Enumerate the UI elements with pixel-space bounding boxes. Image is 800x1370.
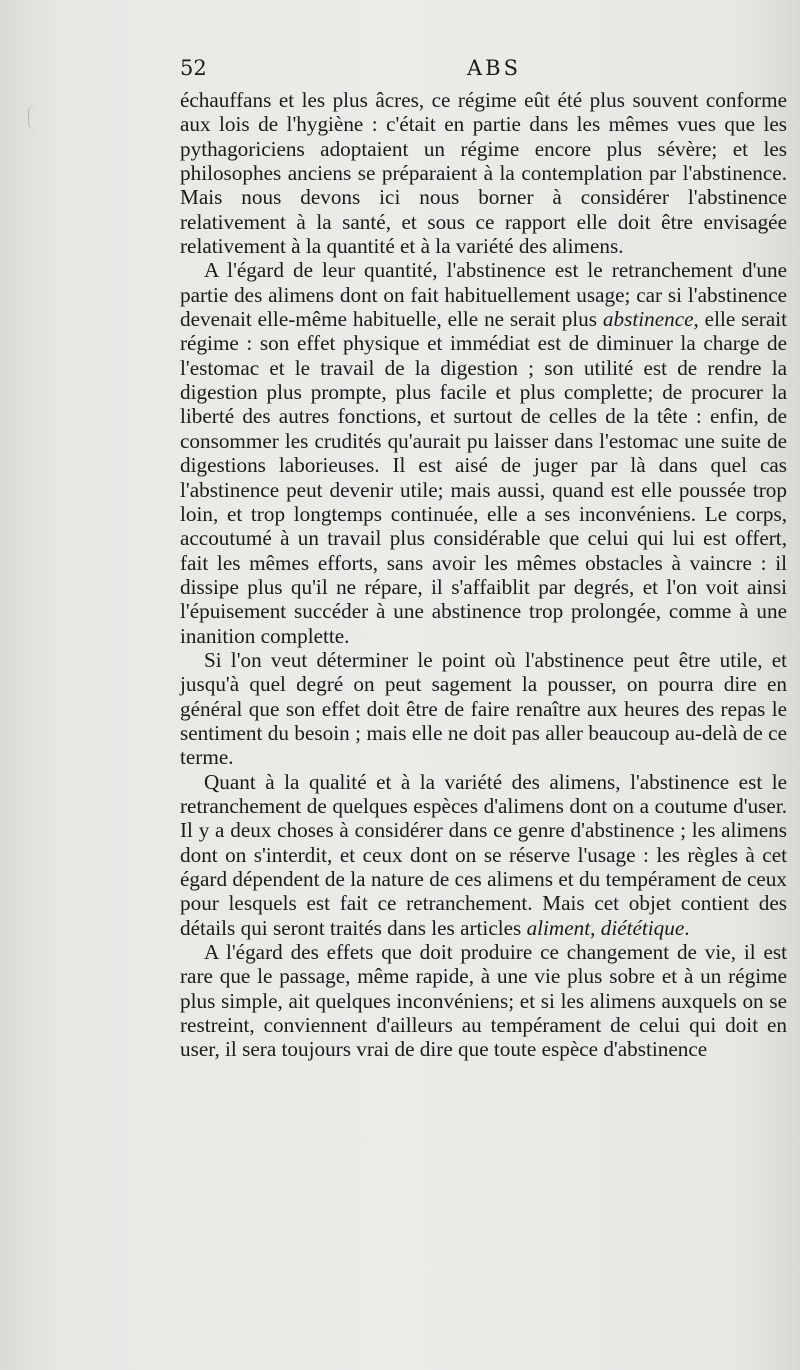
paragraph-4-end: . <box>684 915 690 940</box>
paragraph-2 <box>180 258 787 648</box>
paragraph-2-rest: , elle serait régime : son effet physique et immédiat est de diminuer la charge de l'estomac et le travail de la digestion ; son utilité est de rendre la digestion plus prompte, plus facile et plus complette; de procurer la liberté des autres fonctions, et surtout de celles de la tête : enfin, de consommer les crudités qu'aurait pu laisser dans l'estomac une suite de digestions laborieuses. Il est aisé de juger par là dans quel cas l'abstinence peut devenir utile; mais aussi, quand est elle poussée trop loin, et trop longtemps continuée, elle a ses inconvéniens. Le corps, accoutumé à un travail plus considérable que celui qui lui est offert, fait les mêmes efforts, sans avoir les mêmes obstacles à vaincre : il dissipe plus qu'il ne répare, il s'affaiblit par degrés, et l'on voit ainsi l'épuisement succéder à une abstinence trop prolongée, comme à une inanition complette. <box>180 307 787 648</box>
paragraph-2-italic: abstinence <box>602 307 694 332</box>
paragraph-2-text: A l'égard de leur quantité, l'abstinence est le retranchement d'une partie des alimens dont on fait habituellement usage; car si l'abstinence devenait elle-même habituelle, elle ne serait plus <box>180 258 787 332</box>
page-number: 52 <box>180 56 207 80</box>
body-text <box>180 88 787 1062</box>
paragraph-1: échauffans et les plus âcres, ce régime eût été plus souvent conforme aux lois de l'hygiène : c'était en partie dans les mêmes vues que les pythagoriciens adoptaient un régime encore plus sévère; et les philosophes anciens se préparaient à la contemplation par l'abstinence. Mais nous devons ici nous borner à considérer l'abstinence relativement à la santé, et sous ce rapport elle doit être envisagée relativement à la quantité et à la variété des alimens. <box>180 88 787 259</box>
paragraph-4-italic-dietetique: diététique <box>600 915 685 940</box>
paragraph-3: Si l'on veut déterminer le point où l'abstinence peut être utile, et jusqu'à quel degré on peut sagement la pousser, on pourra dire en général que son effet doit être de faire renaître aux heures des repas le sentiment du besoin ; mais elle ne doit pas aller beaucoup au-delà de ce terme. <box>180 647 787 770</box>
paragraph-5: A l'égard des effets que doit produire ce changement de vie, il est rare que le passage, même rapide, à une vie plus sobre et à un régime plus simple, ait quelques inconvéniens; et si les alimens auxquels on se restreint, conviennent d'ailleurs au tempérament de celui qui doit en user, il sera toujours vrai de dire que toute espèce d'abstinence <box>180 940 787 1062</box>
paragraph-4-text: Quant à la qualité et à la variété des alimens, l'abstinence est le retranchement de quelques espèces d'alimens dont on a coutume d'user. Il y a deux choses à considérer dans ce genre d'abstinence ; les alimens dont on s'interdit, et ceux dont on se réserve l'usage : les règles à cet égard dépendent de la nature de ces alimens et du tempérament de ceux pour lesquels est fait ce retranchement. Mais cet objet contient des détails qui seront traités dans les articles <box>180 769 787 940</box>
page-header <box>180 56 780 86</box>
paragraph-4-separator: , <box>590 915 601 940</box>
paragraph-4-italic-aliment: aliment <box>526 915 591 940</box>
margin-mark <box>28 104 39 130</box>
paragraph-4 <box>180 770 787 940</box>
running-head: ABS <box>467 56 521 80</box>
